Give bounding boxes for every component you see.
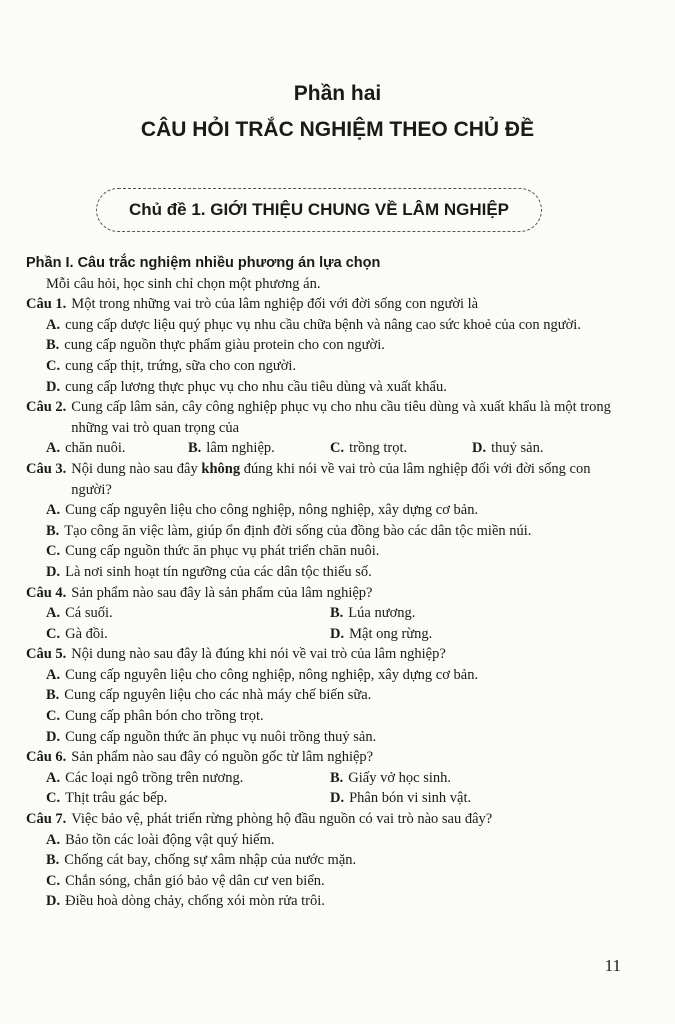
option-text: Thịt trâu gác bếp. (65, 790, 168, 807)
question-5 (26, 644, 634, 665)
option-text: Các loại ngô trồng trên nương. (65, 769, 244, 786)
option-label: C. (46, 872, 61, 889)
question-4 (26, 583, 634, 604)
option-a (26, 830, 634, 851)
page-number: 11 (604, 956, 621, 975)
option-text: Cung cấp nguồn thức ăn phục vụ nuôi trồng thuỷ sản. (65, 728, 377, 745)
option-label: B. (330, 605, 344, 622)
option-d (472, 438, 614, 459)
option-label: A. (46, 605, 61, 622)
option-a (26, 665, 634, 686)
option-label: D. (472, 440, 487, 457)
option-label: B. (46, 522, 60, 539)
option-text: trồng trọt. (349, 440, 408, 457)
question-6 (26, 747, 634, 768)
option-label: D. (330, 625, 345, 642)
option-text: Tạo công ăn việc làm, giúp ổn định đời sống của đồng bào các dân tộc miền núi. (64, 522, 532, 539)
option-text: Cung cấp nguyên liệu cho công nghiệp, nông nghiệp, xây dựng cơ bản. (65, 502, 479, 519)
option-b (26, 685, 634, 706)
option-text: Cá suối. (65, 605, 113, 622)
option-text: cung cấp dược liệu quý phục vụ nhu cầu chữa bệnh và nâng cao sức khoẻ của con người. (65, 316, 581, 333)
option-d (26, 727, 634, 748)
question-text-end: đúng khi nói về vai trò của lâm nghiệp đối với đời sống con người? (71, 460, 591, 498)
option-label: B. (46, 852, 60, 869)
option-label: C. (46, 790, 61, 807)
option-row (26, 603, 634, 624)
option-c (26, 541, 634, 562)
question-text: Nội dung nào sau đây là đúng khi nói về vai trò của lâm nghiệp? (71, 646, 446, 663)
option-c (330, 438, 472, 459)
question-text: Việc bảo vệ, phát triển rừng phòng hộ đầu nguồn có vai trò nào sau đây? (71, 811, 493, 828)
option-label: A. (46, 440, 61, 457)
option-label: D. (46, 893, 61, 910)
option-text: Gà đồi. (65, 625, 108, 642)
topic-title: Chủ đề 1. GIỚI THIỆU CHUNG VỀ LÂM NGHIỆP (128, 200, 510, 219)
option-d (26, 377, 634, 398)
option-c (46, 788, 330, 809)
option-text: Lúa nương. (348, 605, 416, 622)
option-text: Phân bón vi sinh vật. (349, 790, 472, 807)
option-row (26, 788, 634, 809)
option-text: Cung cấp nguyên liệu cho các nhà máy chế biến sữa. (64, 687, 372, 704)
option-d (330, 788, 614, 809)
question-text: Sản phẩm nào sau đây có nguồn gốc từ lâm nghiệp? (71, 749, 374, 766)
option-label: A. (46, 666, 61, 683)
option-c (26, 356, 634, 377)
option-label: B. (46, 687, 60, 704)
option-d (330, 624, 614, 645)
question-3 (26, 459, 634, 500)
question-label: Câu 3. (26, 460, 67, 477)
option-label: B. (188, 440, 202, 457)
option-label: B. (46, 337, 60, 354)
option-text: Cung cấp nguồn thức ăn phục vụ phát triển chăn nuôi. (65, 543, 380, 560)
option-row (26, 768, 634, 789)
option-text: thuỷ sản. (491, 440, 544, 457)
option-text: cung cấp thịt, trứng, sữa cho con người. (65, 357, 297, 374)
question-text: Một trong những vai trò của lâm nghiệp đối với đời sống con người là (71, 296, 479, 313)
part-title: Phần hai (293, 82, 382, 105)
option-label: D. (46, 728, 61, 745)
question-list (26, 253, 634, 912)
question-label: Câu 5. (26, 646, 67, 663)
question-1 (26, 294, 634, 315)
option-text: Cung cấp nguyên liệu cho công nghiệp, nông nghiệp, xây dựng cơ bản. (65, 666, 479, 683)
option-label: A. (46, 502, 61, 519)
option-text: Mật ong rừng. (349, 625, 433, 642)
option-c (46, 624, 330, 645)
option-row (26, 624, 634, 645)
topic-title-box (96, 188, 542, 232)
option-label: A. (46, 831, 61, 848)
option-text: Bảo tồn các loài động vật quý hiếm. (65, 831, 275, 848)
option-b (26, 335, 634, 356)
part-heading: Phần I. Câu trắc nghiệm nhiều phương án lựa chọn (26, 255, 381, 271)
option-label: B. (330, 769, 344, 786)
option-text: chăn nuôi. (65, 440, 126, 457)
option-label: D. (330, 790, 345, 807)
option-label: C. (330, 440, 345, 457)
question-text-start: Nội dung nào sau đây (71, 460, 198, 477)
option-d (26, 562, 634, 583)
option-b (330, 768, 614, 789)
question-7 (26, 809, 634, 830)
option-b (330, 603, 614, 624)
option-b (26, 850, 634, 871)
option-label: D. (46, 378, 61, 395)
question-text: Sản phẩm nào sau đây là sản phẩm của lâm nghiệp? (71, 584, 373, 601)
question-label: Câu 6. (26, 749, 67, 766)
question-label: Câu 7. (26, 811, 67, 828)
option-label: C. (46, 357, 61, 374)
option-c (26, 871, 634, 892)
option-label: A. (46, 769, 61, 786)
question-label: Câu 1. (26, 296, 67, 313)
question-text (71, 459, 634, 500)
option-label: A. (46, 316, 61, 333)
option-b (188, 438, 330, 459)
section-title: CÂU HỎI TRẮC NGHIỆM THEO CHỦ ĐỀ (140, 118, 535, 141)
option-b (26, 521, 634, 542)
option-a (46, 768, 330, 789)
question-text: Cung cấp lâm sản, cây công nghiệp phục vụ cho nhu cầu tiêu dùng và xuất khẩu là một trong những vai trò quan trọng của (71, 399, 611, 436)
option-label: C. (46, 625, 61, 642)
option-a (46, 438, 188, 459)
option-text: cung cấp nguồn thực phẩm giàu protein cho con người. (64, 337, 385, 354)
option-text: Điều hoà dòng chảy, chống xói mòn rửa trôi. (65, 893, 325, 910)
option-text: Là nơi sinh hoạt tín ngưỡng của các dân tộc thiểu số. (65, 563, 372, 580)
option-text: Chắn sóng, chắn gió bảo vệ dân cư ven biển. (65, 872, 325, 889)
question-2 (26, 397, 634, 438)
instruction: Mỗi câu hỏi, học sinh chỉ chọn một phương án. (46, 275, 321, 292)
question-label: Câu 4. (26, 584, 67, 601)
option-d (26, 891, 634, 912)
option-c (26, 706, 634, 727)
option-text: lâm nghiệp. (206, 440, 275, 457)
question-label: Câu 2. (26, 399, 67, 416)
option-text: cung cấp lương thực phục vụ cho nhu cầu tiêu dùng và xuất khẩu. (65, 378, 447, 395)
option-a (26, 315, 634, 336)
option-a (46, 603, 330, 624)
option-label: C. (46, 543, 61, 560)
option-label: D. (46, 563, 61, 580)
question-text-emphasis: không (201, 460, 241, 477)
option-text: Giấy vở học sinh. (348, 769, 452, 786)
option-row (26, 438, 634, 459)
option-text: Chống cát bay, chống sự xâm nhập của nước mặn. (64, 852, 357, 869)
option-a (26, 500, 634, 521)
option-label: C. (46, 708, 61, 725)
option-text: Cung cấp phân bón cho trồng trọt. (65, 708, 264, 725)
